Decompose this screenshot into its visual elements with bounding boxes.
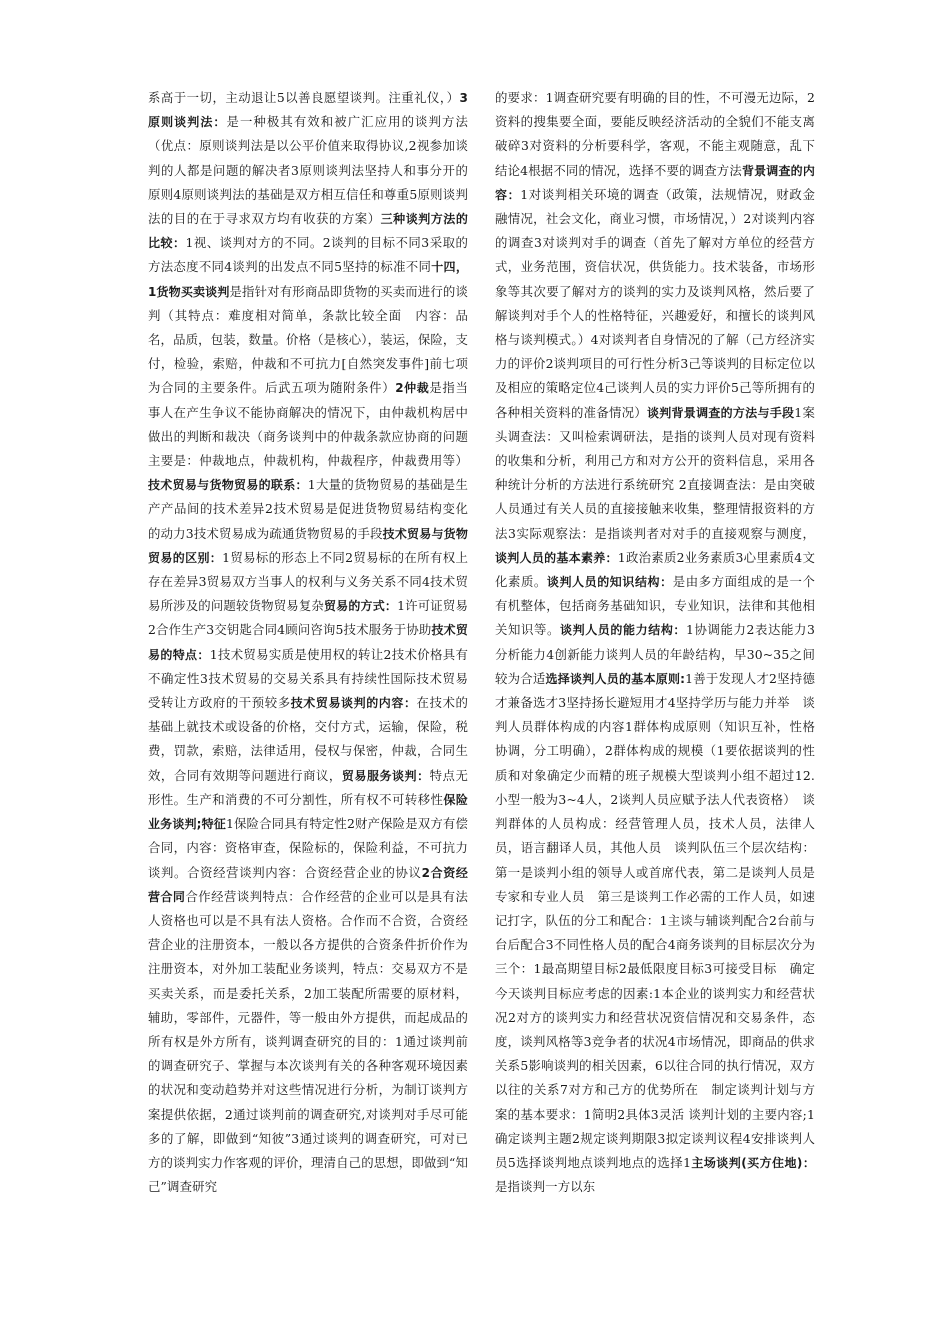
bold-heading: 主场谈判(买方住地)： bbox=[691, 1155, 816, 1170]
bold-heading: 保险业务谈判;特征 bbox=[148, 792, 468, 832]
body-text: 1保险合同具有特定性2财产保险是双方有偿合同，内容：资格审查，保险标的，保险利益，不可抗力谈判。合资经营谈判内容：合资经营企业的协议 bbox=[148, 816, 468, 880]
bold-heading: 谈判人员的能力结构： bbox=[559, 623, 687, 638]
body-text: 1对谈判相关环境的调查（政策，法规情况，财政金融情况，社会文化，商业习惯，市场情况，）2对谈判内容的调查3对谈判对手的调查（首先了解对方单位的经营方式，业务范围，资信状况，供货能力。技术装备，市场形象等其次要了解对方的谈判的实力及谈判风格，然后要了解谈判对手个人的性格特征，兴趣爱好，和擅长的谈判风格与谈判模式。）4对谈判者自身情况的了解（己方经济实力的评价2谈判项目的可行性分析3己等谈判的目标定位以及相应的策略定位4己谈判人员的实力评价5己等所拥有的各种相关资料的准备情况） bbox=[495, 186, 815, 420]
body-text: 1贸易标的形态上不同2贸易标的在所有权上存在差异3贸易双方当事人的权利与义务关系不同4技术贸易所涉及的问题较货物贸易复杂 bbox=[148, 549, 468, 614]
bold-heading: 技术贸易的特点： bbox=[148, 623, 468, 662]
bold-heading: 三种谈判方法的比较： bbox=[148, 212, 468, 251]
body-text: 是指当事人在产生争议不能协商解决的情况下，由仲裁机构居中做出的判断和裁决（商务谈判中的仲裁条款应协商的问题主要是：仲裁地点，仲裁机构，仲裁程序，仲裁费用等） bbox=[148, 380, 468, 469]
body-text: 1许可证贸易2合作生产3交钥匙合同4顾问咨询5技术服务于协助 bbox=[148, 598, 468, 638]
body-text: 系高于一切，主动退让5以善良愿望谈判。注重礼仪，） bbox=[148, 90, 460, 105]
bold-heading: 技术贸易谈判的内容： bbox=[290, 696, 417, 711]
body-text: 1大量的货物贸易的基础是生产产品间的技术差异2技术贸易是促进货物贸易结构变化的动力3技术贸易成为疏通货物贸易的手段 bbox=[148, 477, 468, 541]
body-text: 1技术贸易实质是使用权的转让2技术价格具有不确定性3技术贸易的交易关系具有持续性国际技术贸易受转让方政府的干预较多 bbox=[148, 646, 468, 711]
bold-heading: 贸易的方式： bbox=[324, 599, 398, 614]
bold-heading: 技术贸易与货物贸易的联系： bbox=[148, 478, 308, 493]
bold-heading: 谈判人员的知识结构： bbox=[546, 575, 673, 590]
bold-heading: 技术贸易与货物贸易的区别： bbox=[148, 526, 468, 565]
bold-heading: 背景调查的内容： bbox=[495, 163, 815, 202]
body-text: 1协调能力2表达能力3分析能力4创新能力谈判人员的年龄结构，早30~35之间较为合适 bbox=[495, 622, 815, 686]
body-text: 是一种极其有效和被广汇应用的谈判方法（优点：原则谈判法是以公平价值来取得协议,2视参加谈判的人都是问题的解决者3原则谈判法坚持人和事分开的原则4原则谈判法的基础是双方相互信任和尊重5原则谈判法的目的在于寻求双方均有收获的方案） bbox=[148, 114, 469, 227]
bold-heading: 贸易服务谈判： bbox=[341, 768, 430, 783]
body-text: 在技术的基础上就技术或设备的价格，交付方式，运输，保险，税费，罚款，索赔，法律适用，侵权与保密，仲裁，合同生效，合同有效期等问题进行商议， bbox=[148, 695, 468, 783]
bold-heading: 选择谈判人员的基本原则: bbox=[545, 671, 686, 686]
body-text: 1善于发现人才2坚持德才兼备选才3坚持扬长避短用才4坚持学历与能力并举 谈判人员群体构成的内容1群体构成原则（知识互补，性格协调，分工明确），2群体构成的规模（1要依据谈判的性质和对象确定少而精的班子规模大型谈判小组不超过12.小型一般为3~4人，2谈判人员应赋予法人代表资格） 谈判群体的人员构成：经营管理人员，技术人员，法律人员，语言翻译人员，其他人员 谈判队伍三个层次结构：第一是谈判小组的领导人或首席代表，第二是谈判人员是专家和专业人员 第三是谈判工作必需的工作人员，如速记打字，队伍的分工和配合：1主谈与辅谈判配合2台前与台后配合3不同性格人员的配合4商务谈判的目标层次分为三个：1最高期望目标2最低限度目标3可接受目标 确定今天谈判目标应考虑的因素:1本企业的谈判实力和经营状况2对方的谈判实力和经营状况资信情况和交易条件，态度，谈判风格等3竞争者的状况4市场情况，即商品的供求关系5影响谈判的相关因素，6以往合同的执行情况，双方以往的关系7对方和己方的优势所在 制定谈判计划与方案的基本要求：1简明2具体3灵活 谈判计划的主要内容;1确定谈判主题2规定谈判期限3拟定谈判议程4安排谈判人员5选择谈判地点谈判地点的选择1 bbox=[495, 670, 815, 1170]
body-text: 是由多方面组成的是一个有机整体，包括商务基础知识，专业知识，法律和其他相关知识等。 bbox=[495, 574, 815, 638]
bold-heading: 十四，1货物买卖谈判 bbox=[148, 260, 468, 299]
bold-heading: 谈判背景调查的方法与手段 bbox=[646, 405, 795, 420]
body-text: 1视、谈判对方的不同。2谈判的目标不同3采取的方法态度不同4谈判的出发点不同5坚持的标准不同 bbox=[148, 235, 469, 275]
bold-heading: 3原则谈判法： bbox=[148, 91, 468, 130]
body-text: 特点无形性。生产和消费的不可分割性，所有权不可转移性 bbox=[148, 767, 469, 807]
right-column bbox=[495, 86, 815, 1199]
body-text: 的要求：1调查研究要有明确的目的性，不可漫无边际，2资料的搜集要全面，要能反映经济活动的全貌们不能支离破碎3对资料的分析要科学，客观，不能主观随意，乱下结论4根据不同的情况，选择不要的调查方法 bbox=[495, 90, 815, 178]
body-text: 是指谈判一方以东 bbox=[495, 1179, 596, 1195]
body-text: 1政治素质2业务素质3心里素质4文化素质。 bbox=[495, 549, 815, 590]
body-text: 是指针对有形商品即货物的买卖而进行的谈判（其特点：难度相对简单，条款比较全面 内容：品名，品质，包装，数量。价格（是核心），装运，保险，支付，检验，索赔，仲裁和不可抗力[自然突发事件]前七项为合同的主要条件。后武五项为随附条件） bbox=[148, 283, 468, 396]
bold-heading: 2合资经营合同 bbox=[148, 865, 469, 904]
left-column bbox=[148, 86, 468, 1199]
body-text: 1案头调查法：又叫检索调研法，是指的谈判人员对现有资料的收集和分析，利用己方和对方公开的资料信息，采用各种统计分析的方法进行系统研究 2直接调查法：是由突破人员通过有关人员的直接接触来收集，整理情报资料的方法3实际观察法：是指谈判者对对手的直接观察与测度， bbox=[495, 404, 815, 541]
body-text: 合作经营谈判特点：合作经营的企业可以是具有法人资格也可以是不具有法人资格。合作而不合资，合资经营企业的注册资本，一般以各方提供的合资条件折价作为注册资本，对外加工装配业务谈判，特点：交易双方不是买卖关系，而是委托关系，2加工装配所需要的原材料，辅助，零部件，元器件，等一般由外方提供，而起成品的所有权是外方所有，谈判调查研究的目的：1通过谈判前的调查研究子、掌握与本次谈判有关的各种客观环境因素的状况和变动趋势并对这些情况进行分析，为制订谈判方案提供依据，2通过谈判前的调查研究,对谈判对手尽可能多的了解，即做到“知彼”3通过谈判的调查研究，可对已方的谈判实力作客观的评价，理清自己的思想，即做到“知己”调查研究 bbox=[148, 888, 468, 1195]
bold-heading: 谈判人员的基本素养： bbox=[495, 550, 618, 565]
bold-heading: 2仲裁 bbox=[395, 381, 430, 396]
